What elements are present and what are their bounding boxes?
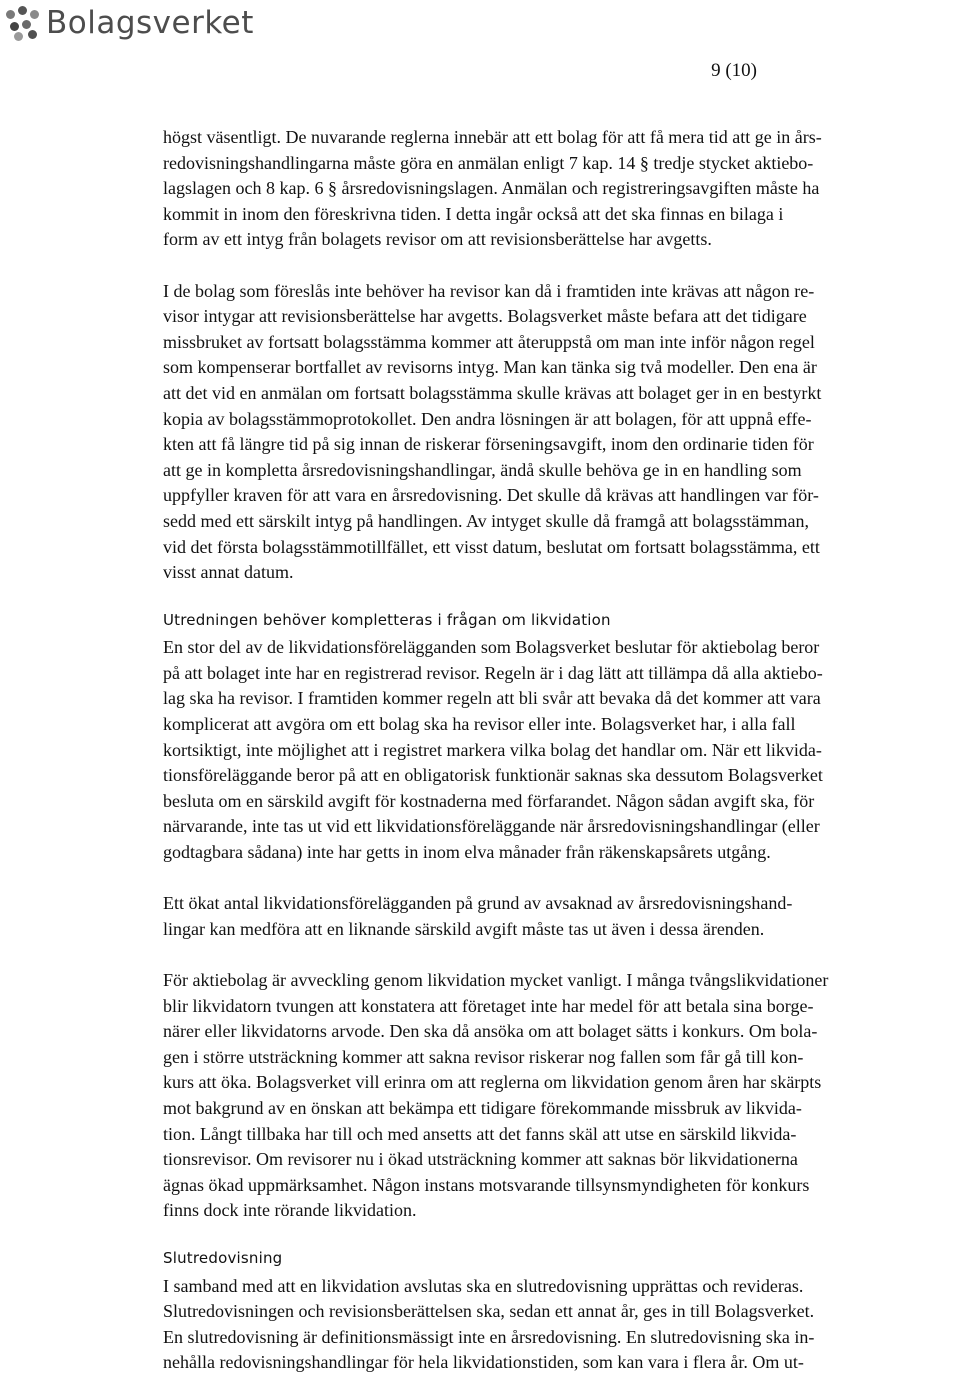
page-number: 9 (10) [711,60,757,81]
text-line: redovisningshandlingarna måste göra en anmälan enligt 7 kap. 14 § tredje stycket aktiebo- [163,152,814,173]
text-line: I de bolag som föreslås inte behöver ha revisor kan då i framtiden inte krävas att någon re- [163,280,815,301]
text-line: närvarande, inte tas ut vid ett likvidationsföreläggande när årsredovisningshandlingar (eller [163,816,820,837]
text-line: tionsföreläggande beror på att en obligatorisk funktionär saknas ska dessutom Bolagsverket [163,765,823,786]
text-line: besluta om en särskild avgift för kostnaderna med förfarandet. Någon sådan avgift ska, för [163,790,815,811]
text-line: visor intygar att revisionsberättelse har avgetts. Bolagsverket måste befara att det tidigare [163,306,807,327]
text-line: lingar kan medföra att en liknande särskild avgift måste tas ut även i dessa ärenden. [163,918,765,939]
text-line: missbruket av fortsatt bolagsstämma kommer att återuppstå om man inte inför någon regel [163,331,815,352]
document-body [163,125,958,1376]
bolagsverket-logo [4,4,254,42]
text-line: mot bakgrund av en önskan att bekämpa ett tidigare förekommande missbruk av likvida- [163,1097,802,1118]
text-line: finns dock inte rörande likvidation. [163,1200,417,1221]
text-line: blir likvidatorn tvungen att konstatera att företaget inte har medel för att betala sina borge- [163,995,814,1016]
section-heading-final-account: Slutredovisning [163,1248,283,1267]
text-line: att det vid en anmälan om fortsatt bolagsstämma skulle krävas att bolaget ger in en bestyrkt [163,382,822,403]
text-line: tionsrevisor. Om revisorer nu i ökad utsträckning kommer att saknas bör likvidationerna [163,1149,798,1170]
logo-dots-icon [4,4,42,42]
text-line: kten att få längre tid på sig innan de riskerar förseningsavgift, inom den ordinarie tiden för [163,434,814,455]
page-header [0,0,960,48]
text-line: För aktiebolag är avveckling genom likvidation mycket vanligt. I många tvångslikvidationer [163,970,829,990]
text-line: Slutredovisningen och revisionsberättelsen ska, sedan ett annat år, ges in till Bolagsverket. [163,1301,815,1322]
text-line: form av ett intyg från bolagets revisor om att revisionsberättelse har avgetts. [163,229,712,250]
paragraph-liquidation-orders [163,635,958,865]
text-line: vid det första bolagsstämmotillfället, ett visst datum, beslutat om fortsatt bolagsstämma, ett [163,536,820,557]
paragraph-liquidation-practice [163,968,958,1224]
text-line: lag ska ha revisor. I framtiden kommer regeln att bli svår att bevaka då det kommer att vara [163,688,821,709]
text-line: komplicerat att avgöra om ett bolag ska ha revisor eller inte. Bolagsverket har, i alla fall [163,714,796,735]
text-line: visst annat datum. [163,562,294,583]
text-line: En stor del av de likvidationsförelägganden som Bolagsverket beslutar för aktiebolag beror [163,637,820,658]
text-line: nehålla redovisningshandlingar för hela likvidationstiden, som kan vara i flera år. Om ut- [163,1352,804,1373]
text-line: tion. Långt tillbaka har till och med ansetts att det fanns skäl att utse en särskild likvida- [163,1123,797,1144]
paragraph-final-account [163,1274,958,1376]
text-line: kortsiktigt, inte möjlighet att i registret markera vilka bolag det handlar om. När ett likvida- [163,739,822,760]
text-line: högst väsentligt. De nuvarande reglerna innebär att ett bolag för att få mera tid att ge in års- [163,127,822,147]
text-line: En slutredovisning är definitionsmässigt inte en årsredovisning. En slutredovisning ska in- [163,1326,815,1347]
text-line: kurs att öka. Bolagsverket vill erinra om att reglerna om likvidation genom åren har skärpts [163,1072,822,1093]
text-line: godtagbara sådana) inte har getts in inom elva månader från räkenskapsårets utgång. [163,842,771,863]
text-line: lagslagen och 8 kap. 6 § årsredovisningslagen. Anmälan och registreringsavgiften måste ha [163,178,820,199]
logo-text: Bolagsverket [46,5,254,41]
text-line: gen i större utsträckning kommer att sakna revisor riskerar nog fallen som får gå till kon- [163,1046,804,1067]
text-line: kommit in inom den föreskrivna tiden. I detta ingår också att det ska finnas en bilaga i [163,203,784,224]
text-line: att ge in kompletta årsredovisningshandlingar, ändå skulle behöva ge in en handling som [163,459,802,480]
text-line: kopia av bolagsstämmoprotokollet. Den andra lösningen är att bolagen, för att uppnå effe- [163,408,812,429]
text-line: ägnas ökad uppmärksamhet. Någon instans motsvarande tillsynsmyndigheten för konkurs [163,1174,810,1195]
text-line: uppfyller kraven för att vara en årsredovisning. Det skulle då krävas att handlingen var för- [163,485,819,506]
paragraph-annual-report-extension [163,125,958,253]
text-line: närer eller likvidatorns arvode. Den ska då ansöka om att bolaget sätts i konkurs. Om bola- [163,1021,818,1042]
text-line: Ett ökat antal likvidationsförelägganden på grund av avsaknad av årsredovisningshand- [163,893,793,914]
text-line: som kompenserar bortfallet av revisorns intyg. Man kan tänka sig två modeller. Den ena är [163,357,817,378]
text-line: sedd med ett särskilt intyg på handlingen. Av intyget skulle då framgå att bolagsstämman, [163,510,810,531]
text-line: I samband med att en likvidation avslutas ska en slutredovisning upprättas och revideras. [163,1275,804,1296]
paragraph-liquidation-fees [163,891,958,942]
text-line: på att bolaget inte har en registrerad revisor. Regeln är i dag lätt att tillämpa då alla aktiebo- [163,662,823,683]
section-heading-liquidation: Utredningen behöver kompletteras i frågan om likvidation [163,610,611,629]
paragraph-audit-requirement [163,279,958,586]
